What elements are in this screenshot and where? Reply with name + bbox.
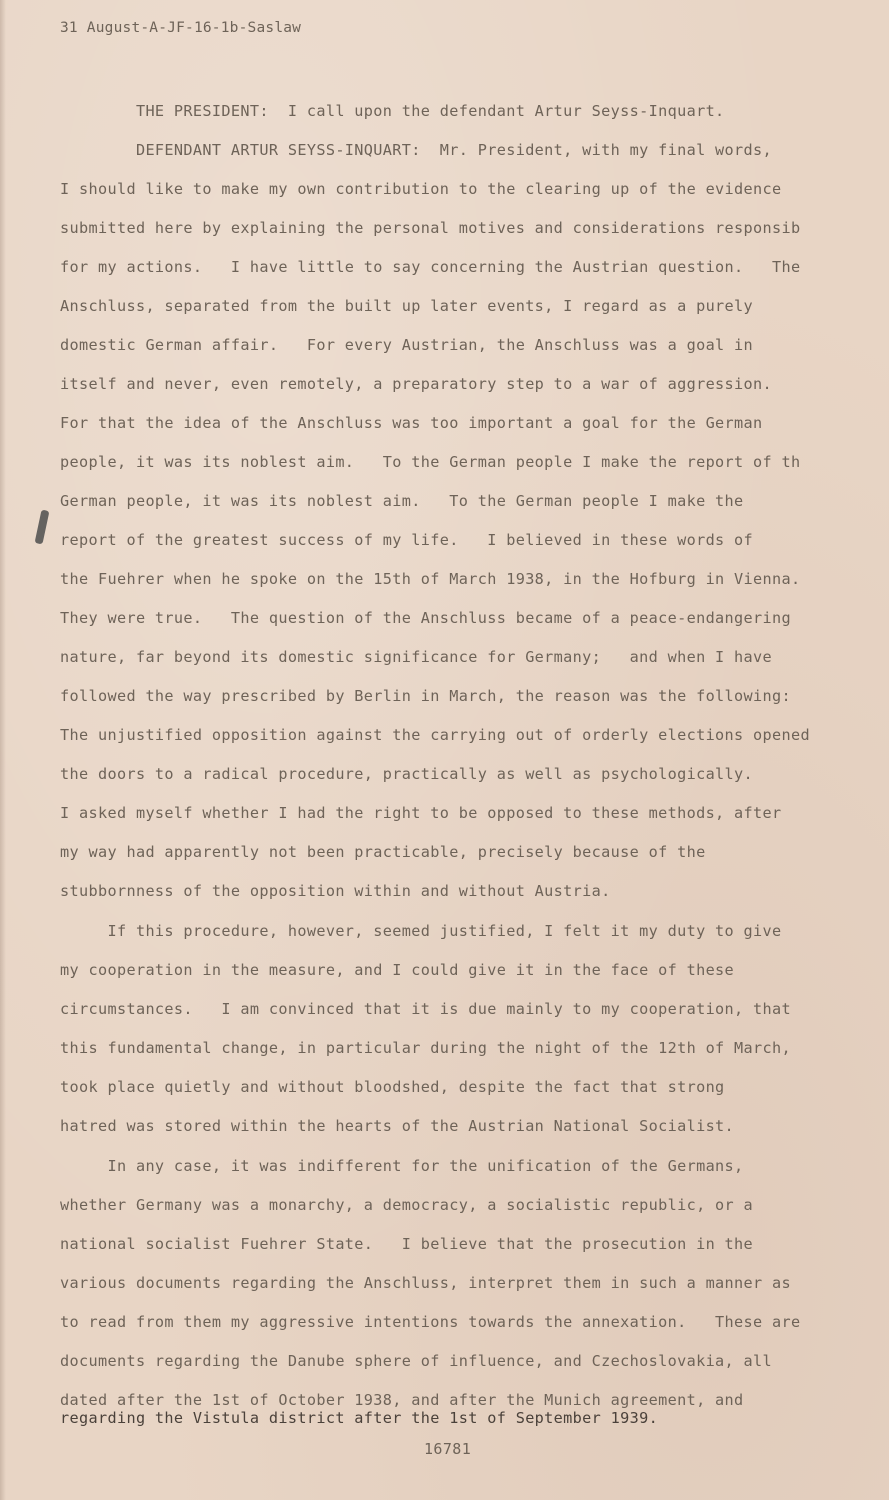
text-line: The unjustified opposition against the carrying out of orderly elections opened <box>60 726 810 744</box>
text-line: I asked myself whether I had the right to be opposed to these methods, after <box>60 804 782 822</box>
text-line: people, it was its noblest aim. To the German people I make the report of th <box>60 453 801 471</box>
text-line: the Fuehrer when he spoke on the 15th of March 1938, in the Hofburg in Vienna. <box>60 570 801 588</box>
text-line: dated after the 1st of October 1938, and after the Munich agreement, and <box>60 1391 744 1409</box>
text-line: regarding the Vistula district after the 1st of September 1939. <box>60 1409 659 1427</box>
text-line: my way had apparently not been practicable, precisely because of the <box>60 843 706 861</box>
text-line: I should like to make my own contribution to the clearing up of the evidence <box>60 180 782 198</box>
text-line: For that the idea of the Anschluss was too important a goal for the German <box>60 414 763 432</box>
text-line: itself and never, even remotely, a preparatory step to a war of aggression. <box>60 375 773 393</box>
text-line: stubbornness of the opposition within and without Austria. <box>60 882 611 900</box>
text-line: my cooperation in the measure, and I could give it in the face of these <box>60 961 735 979</box>
page-edge-shadow <box>0 0 6 1500</box>
text-line: national socialist Fuehrer State. I believe that the prosecution in the <box>60 1235 754 1253</box>
text-line: DEFENDANT ARTUR SEYSS-INQUART: Mr. President, with my final words, <box>60 141 773 159</box>
text-line: If this procedure, however, seemed justified, I felt it my duty to give <box>60 922 782 940</box>
text-line: nature, far beyond its domestic significance for Germany; and when I have <box>60 648 773 666</box>
text-line: circumstances. I am convinced that it is due mainly to my cooperation, that <box>60 1000 792 1018</box>
text-line: the doors to a radical procedure, practically as well as psychologically. <box>60 765 754 783</box>
text-line: followed the way prescribed by Berlin in March, the reason was the following: <box>60 687 792 705</box>
text-line: submitted here by explaining the personal motives and considerations responsib <box>60 219 801 237</box>
text-line: They were true. The question of the Anschluss became of a peace-endangering <box>60 609 792 627</box>
text-line: report of the greatest success of my life. I believed in these words of <box>60 531 754 549</box>
text-line: hatred was stored within the hearts of the Austrian National Socialist. <box>60 1117 735 1135</box>
text-line: Anschluss, separated from the built up later events, I regard as a purely <box>60 297 754 315</box>
pencil-mark <box>35 510 50 545</box>
document-header: 31 August-A-JF-16-1b-Saslaw <box>60 20 302 36</box>
text-line: took place quietly and without bloodshed, despite the fact that strong <box>60 1078 725 1096</box>
text-line: for my actions. I have little to say concerning the Austrian question. The <box>60 258 801 276</box>
text-line: German people, it was its noblest aim. To the German people I make the <box>60 492 744 510</box>
text-line: THE PRESIDENT: I call upon the defendant Artur Seyss-Inquart. <box>60 102 725 120</box>
text-line: whether Germany was a monarchy, a democracy, a socialistic republic, or a <box>60 1196 754 1214</box>
page-number: 16781 <box>424 1440 472 1458</box>
text-line: this fundamental change, in particular during the night of the 12th of March, <box>60 1039 792 1057</box>
text-line: to read from them my aggressive intentions towards the annexation. These are <box>60 1313 801 1331</box>
text-line: various documents regarding the Anschluss, interpret them in such a manner as <box>60 1274 792 1292</box>
text-line: documents regarding the Danube sphere of influence, and Czechoslovakia, all <box>60 1352 773 1370</box>
text-line: domestic German affair. For every Austrian, the Anschluss was a goal in <box>60 336 754 354</box>
text-line: In any case, it was indifferent for the unification of the Germans, <box>60 1157 744 1175</box>
